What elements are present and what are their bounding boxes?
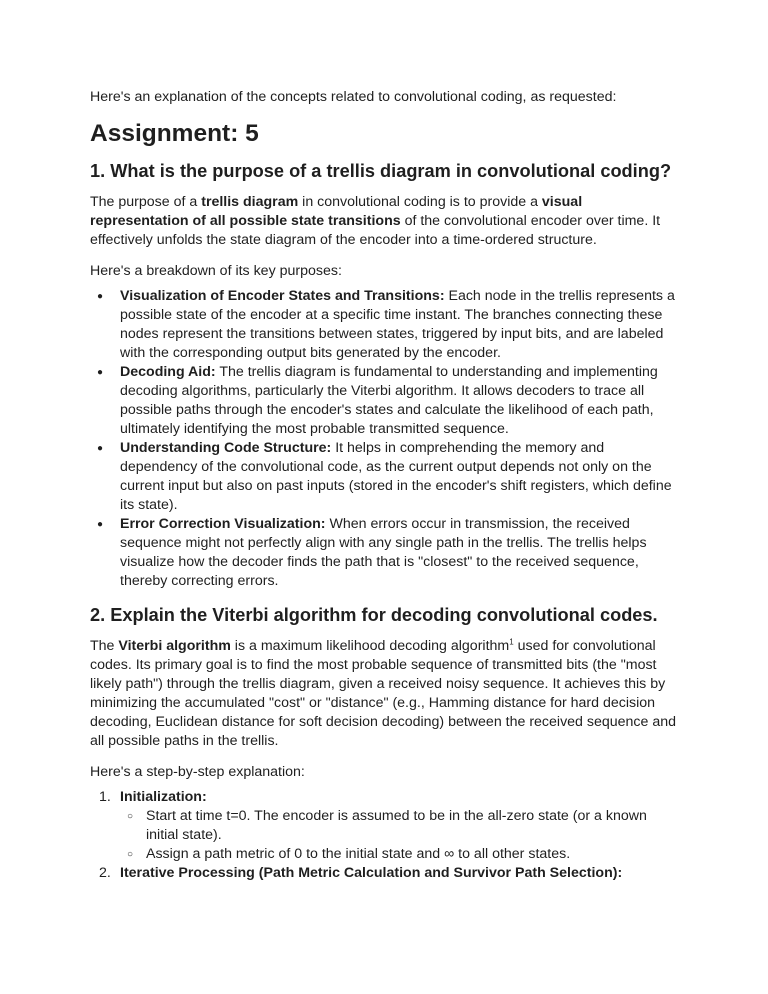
- text-run: is a maximum likelihood decoding algorithm: [230, 638, 510, 654]
- section2-paragraph: [90, 637, 680, 751]
- item-label: Decoding Aid:: [120, 364, 216, 380]
- steps-list: [90, 788, 680, 883]
- text-run: in convolutional coding is to provide a: [298, 194, 542, 210]
- substeps-list: [120, 807, 680, 864]
- list-item: [90, 363, 680, 439]
- step-item: [90, 864, 680, 883]
- step-number: 1.: [99, 789, 111, 805]
- item-label: Visualization of Encoder States and Transitions:: [120, 288, 445, 304]
- step-item: [90, 788, 680, 864]
- step-intro-text: Here's a step-by-step explanation:: [90, 764, 305, 780]
- text-run: used for convolutional codes. Its primary goal is to find the most probable sequence of transmitted bits (the "most likely path") through the trellis diagram, given a received noisy sequence. It achieves this by minimizing the accumulated "cost" or "distance" (e.g., Hamming distance for hard decision decoding, Euclidean distance for soft decision decoding) between the received sequence and all possible paths in the trellis.: [90, 638, 677, 749]
- item-text: It helps in comprehending the memory and dependency of the convolutional code, as the current output depends not only on the current input but also on past inputs (stored in the encoder's shift registers, which define its state).: [120, 440, 672, 513]
- section1-paragraph: [90, 193, 680, 250]
- text-run: of the convolutional encoder over time. It effectively unfolds the state diagram of the encoder into a time-ordered structure.: [90, 213, 661, 248]
- page-title: Assignment: 5: [90, 120, 259, 147]
- purposes-list: [90, 287, 680, 591]
- substep-item: ○ Start at time t=0. The encoder is assumed to be in the all-zero state (or a known initial state).: [120, 807, 680, 845]
- section1-heading: 1. What is the purpose of a trellis diagram in convolutional coding?: [90, 161, 672, 181]
- breakdown-text: Here's a breakdown of its key purposes:: [90, 263, 342, 279]
- intro-text: Here's an explanation of the concepts related to convolutional coding, as requested:: [90, 89, 617, 105]
- step-label: Iterative Processing (Path Metric Calculation and Survivor Path Selection):: [120, 865, 623, 881]
- list-item: [90, 439, 680, 515]
- step-label: Initialization:: [120, 789, 207, 805]
- item-text: The trellis diagram is fundamental to understanding and implementing decoding algorithms, particularly the Viterbi algorithm. It allows decoders to trace all possible paths through the encoder's states and calculate the likelihood of each path, ultimately identifying the most probable transmitted sequence.: [120, 364, 658, 437]
- section2-heading: 2. Explain the Viterbi algorithm for decoding convolutional codes.: [90, 605, 658, 625]
- list-item: [90, 287, 680, 363]
- step-number: 2.: [99, 865, 111, 881]
- text-run: The: [90, 638, 119, 654]
- text-run: The purpose of a: [90, 194, 202, 210]
- substep-item: ○ Assign a path metric of 0 to the initial state and ∞ to all other states.: [120, 845, 680, 864]
- item-text: When errors occur in transmission, the received sequence might not perfectly align with any single path in the trellis. The trellis helps visualize how the decoder finds the path that is "closest" to the received sequence, thereby correcting errors.: [120, 516, 647, 589]
- footnote-marker[interactable]: 1: [509, 637, 514, 647]
- bold-term-trellis: trellis diagram: [201, 194, 299, 210]
- bold-term-visual: visual representation of all possible state transitions: [90, 194, 583, 229]
- list-item: [90, 515, 680, 591]
- item-label: Understanding Code Structure:: [120, 440, 332, 456]
- bold-term-viterbi: Viterbi algorithm: [118, 638, 231, 654]
- item-label: Error Correction Visualization:: [120, 516, 326, 532]
- document-content: [90, 88, 680, 883]
- item-text: Each node in the trellis represents a possible state of the encoder at a specific time instant. The branches connecting these nodes represent the transitions between states, triggered by input bits, and are labeled with the corresponding output bits generated by the encoder.: [120, 288, 675, 361]
